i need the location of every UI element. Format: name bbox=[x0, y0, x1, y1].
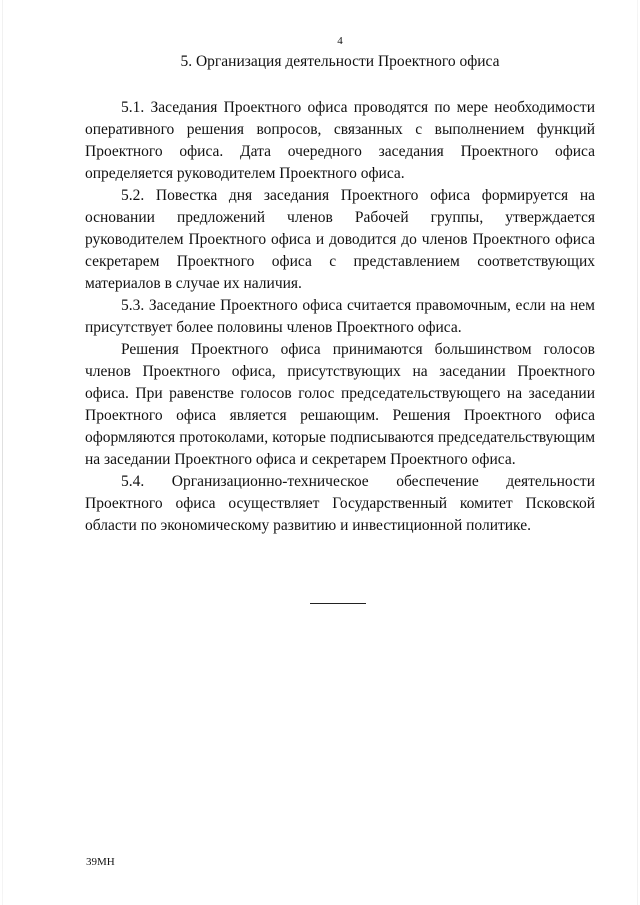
scan-edge-left bbox=[2, 0, 3, 905]
paragraph-5-2: 5.2. Повестка дня заседания Проектного офиса формируется на основании предложений членов Рабочей группы, утверждается руководителем Проектного офиса и доводится до членов Проектного офиса секретарем Проектного офиса с представлением соответствующих материалов в случае их наличия. bbox=[85, 187, 595, 292]
section-title: 5. Организация деятельности Проектного офиса bbox=[180, 53, 500, 70]
paragraph-5-3: 5.3. Заседание Проектного офиса считается правомочным, если на нем присутствует более половины членов Проектного офиса. bbox=[85, 297, 595, 336]
page-number: 4 bbox=[337, 35, 343, 47]
paragraph-decisions: Решения Проектного офиса принимаются большинством голосов членов Проектного офиса, присутствующих на заседании Проектного офиса. При равенстве голосов голос председательствующего на заседании Проектного офиса является решающим. Решения Проектного офиса оформляются протоколами, которые подписываются председательствующим на заседании Проектного офиса и секретарем Проектного офиса. bbox=[85, 341, 595, 468]
paragraph-5-1: 5.1. Заседания Проектного офиса проводятся по мере необходимости оперативного решения вопросов, связанных с выполнением функций Проектного офиса. Дата очередного заседания Проектного офиса определяется руководителем Проектного офиса. bbox=[85, 99, 595, 182]
document-body bbox=[85, 97, 595, 537]
footer-document-code: 39МН bbox=[86, 856, 115, 868]
paragraph-5-4: 5.4. Организационно-техническое обеспечение деятельности Проектного офиса осуществляет Государственный комитет Псковской области по экономическому развитию и инвестиционной политике. bbox=[85, 473, 595, 534]
scan-edge-right bbox=[637, 0, 638, 905]
end-separator-line bbox=[310, 603, 366, 604]
